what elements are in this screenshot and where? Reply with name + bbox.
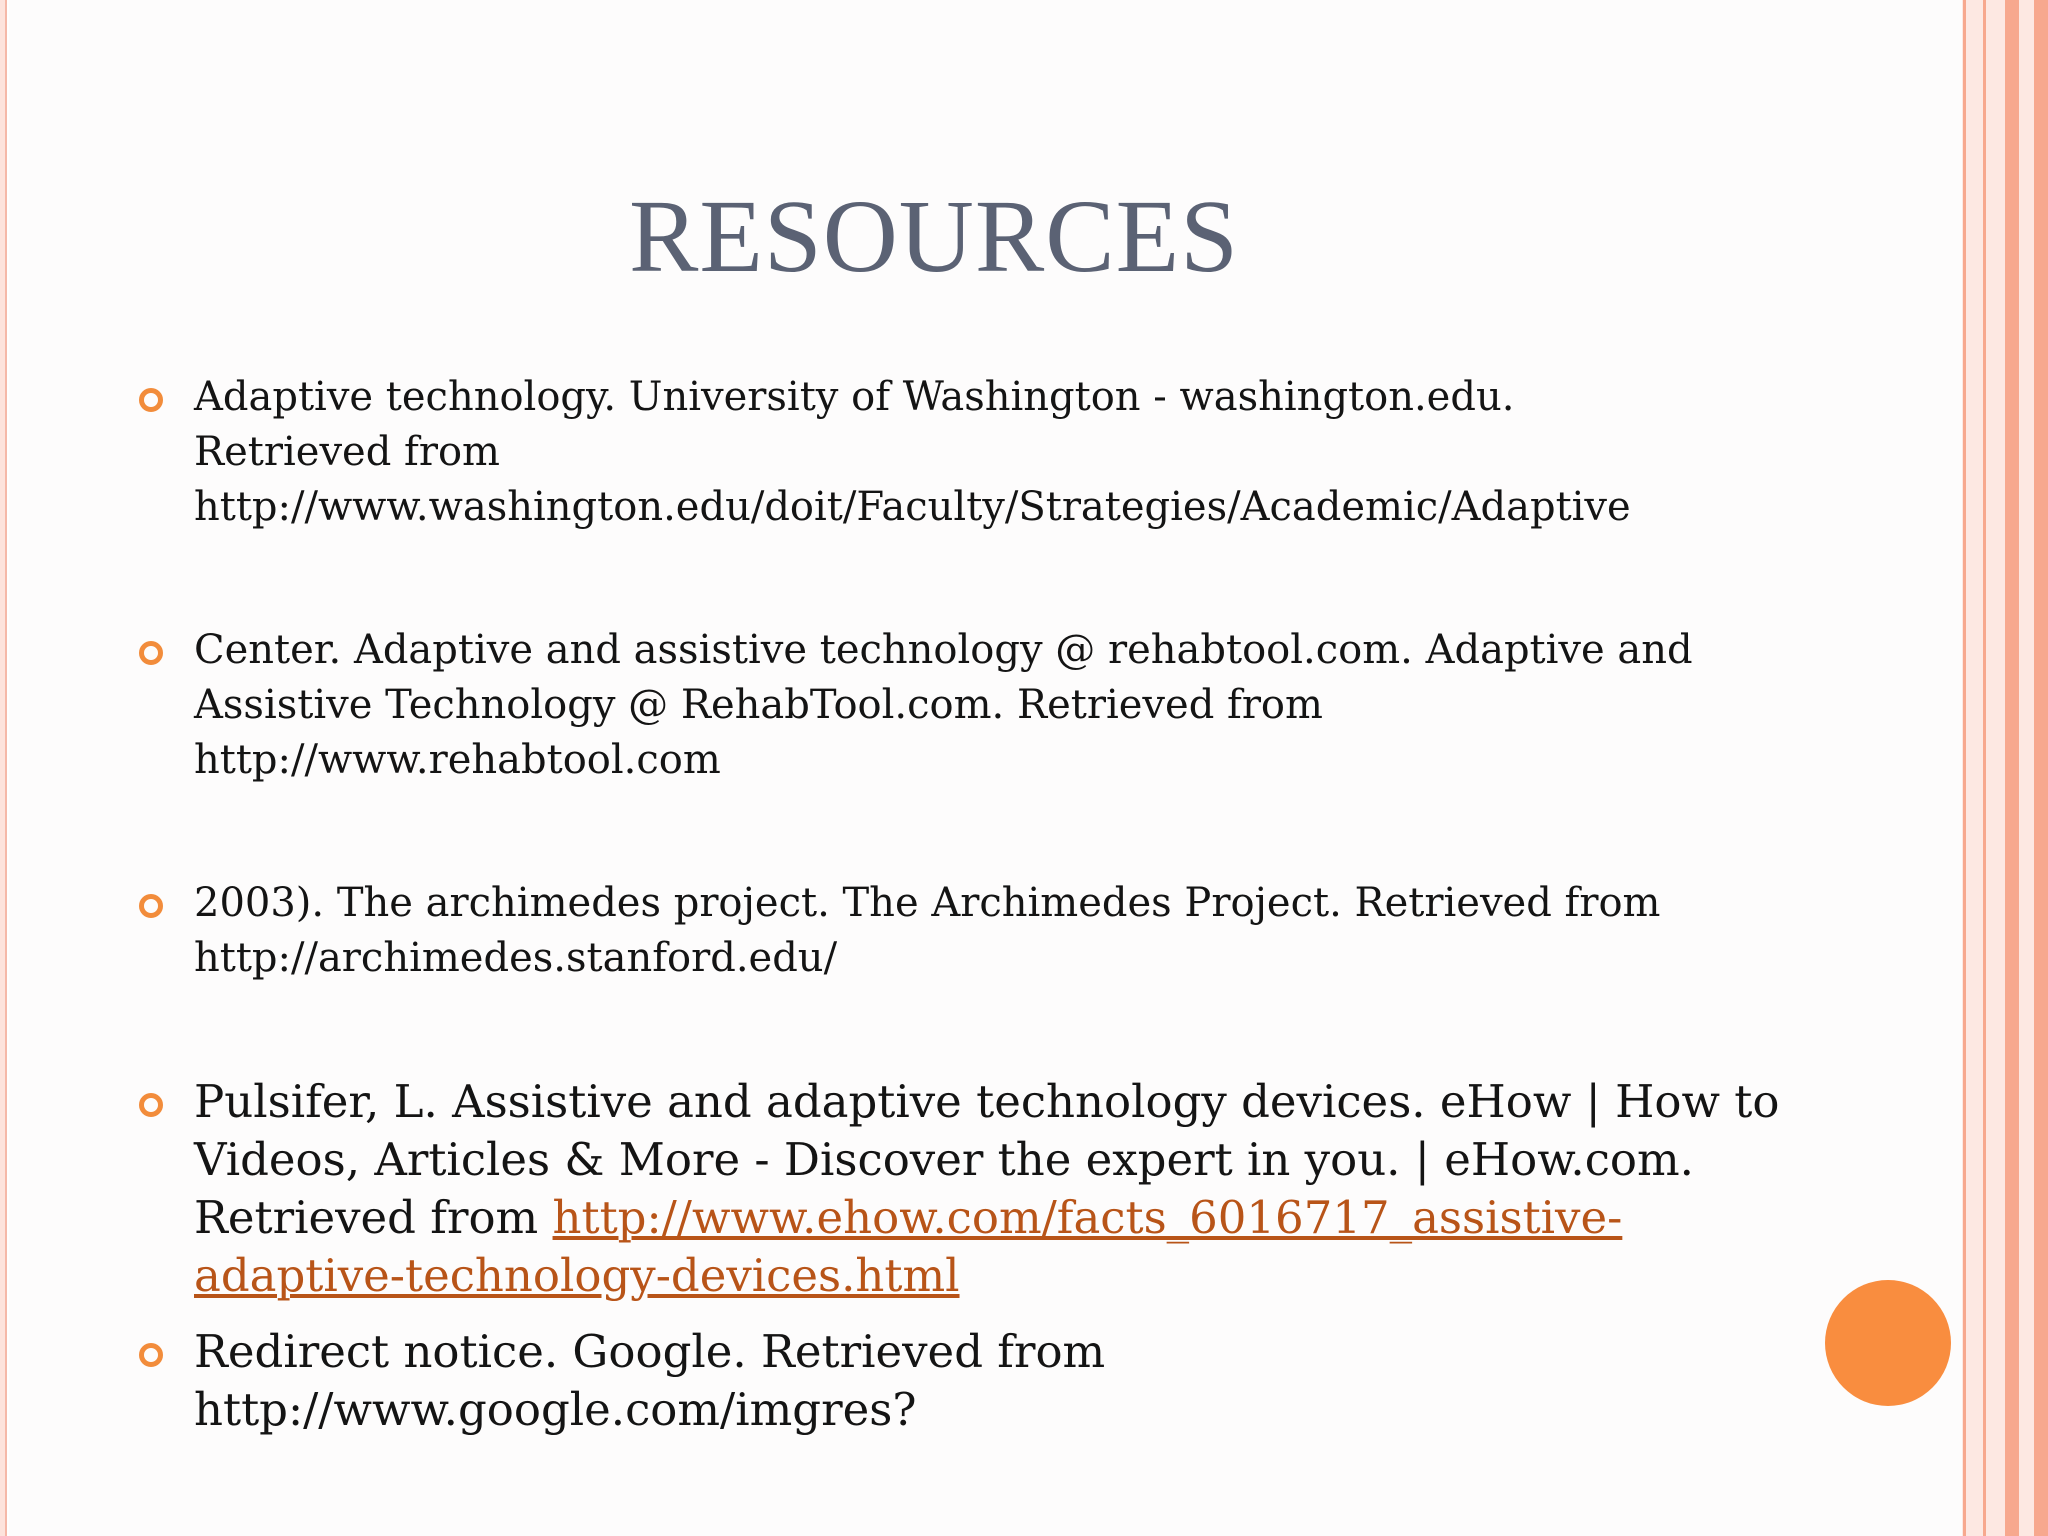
right-frame-line <box>2005 0 2019 1536</box>
reference-line: Adaptive technology. University of Washington - washington.edu. <box>194 374 1515 420</box>
right-frame-line <box>2034 0 2048 1536</box>
reference-line: Retrieved from <box>194 429 500 475</box>
reference-line: 2003). The archimedes project. The Archimedes Project. Retrieved from <box>194 880 1661 926</box>
ehow-link-continued[interactable]: adaptive-technology-devices.html <box>194 1249 960 1302</box>
reference-line <box>194 1189 1839 1247</box>
reference-item <box>139 1323 1839 1439</box>
reference-list <box>139 370 1839 1439</box>
reference-line: Pulsifer, L. Assistive and adaptive technology devices. eHow | How to <box>194 1075 1780 1128</box>
bullet-ring-icon <box>139 1343 163 1367</box>
reference-item <box>139 876 1839 986</box>
decorative-orange-circle <box>1825 1280 1951 1406</box>
reference-item <box>139 1073 1839 1305</box>
right-frame-line <box>1983 0 1986 1536</box>
bullet-ring-icon <box>139 1093 163 1117</box>
reference-line: http://www.google.com/imgres? <box>194 1383 917 1436</box>
reference-line: http://archimedes.stanford.edu/ <box>194 935 838 981</box>
reference-line: Center. Adaptive and assistive technology @ rehabtool.com. Adaptive and <box>194 627 1693 673</box>
bullet-ring-icon <box>139 388 163 412</box>
slide-title: RESOURCES <box>628 179 1240 294</box>
reference-item <box>139 370 1839 535</box>
slide <box>9 0 1962 1536</box>
right-frame-line <box>1963 0 1966 1536</box>
bullet-ring-icon <box>139 641 163 665</box>
reference-line: http://www.rehabtool.com <box>194 737 721 783</box>
ehow-link[interactable]: http://www.ehow.com/facts_6016717_assistive- <box>552 1191 1623 1244</box>
reference-line: http://www.washington.edu/doit/Faculty/Strategies/Academic/Adaptive <box>194 484 1631 530</box>
reference-line <box>194 1247 1839 1305</box>
bullet-ring-icon <box>139 894 163 918</box>
retrieved-from-text: Retrieved from <box>194 1191 553 1244</box>
reference-line: Videos, Articles & More - Discover the expert in you. | eHow.com. <box>194 1133 1694 1186</box>
left-frame-border <box>0 0 7 1536</box>
reference-item <box>139 623 1839 788</box>
reference-line: Assistive Technology @ RehabTool.com. Retrieved from <box>194 682 1323 728</box>
reference-line: Redirect notice. Google. Retrieved from <box>194 1325 1106 1378</box>
